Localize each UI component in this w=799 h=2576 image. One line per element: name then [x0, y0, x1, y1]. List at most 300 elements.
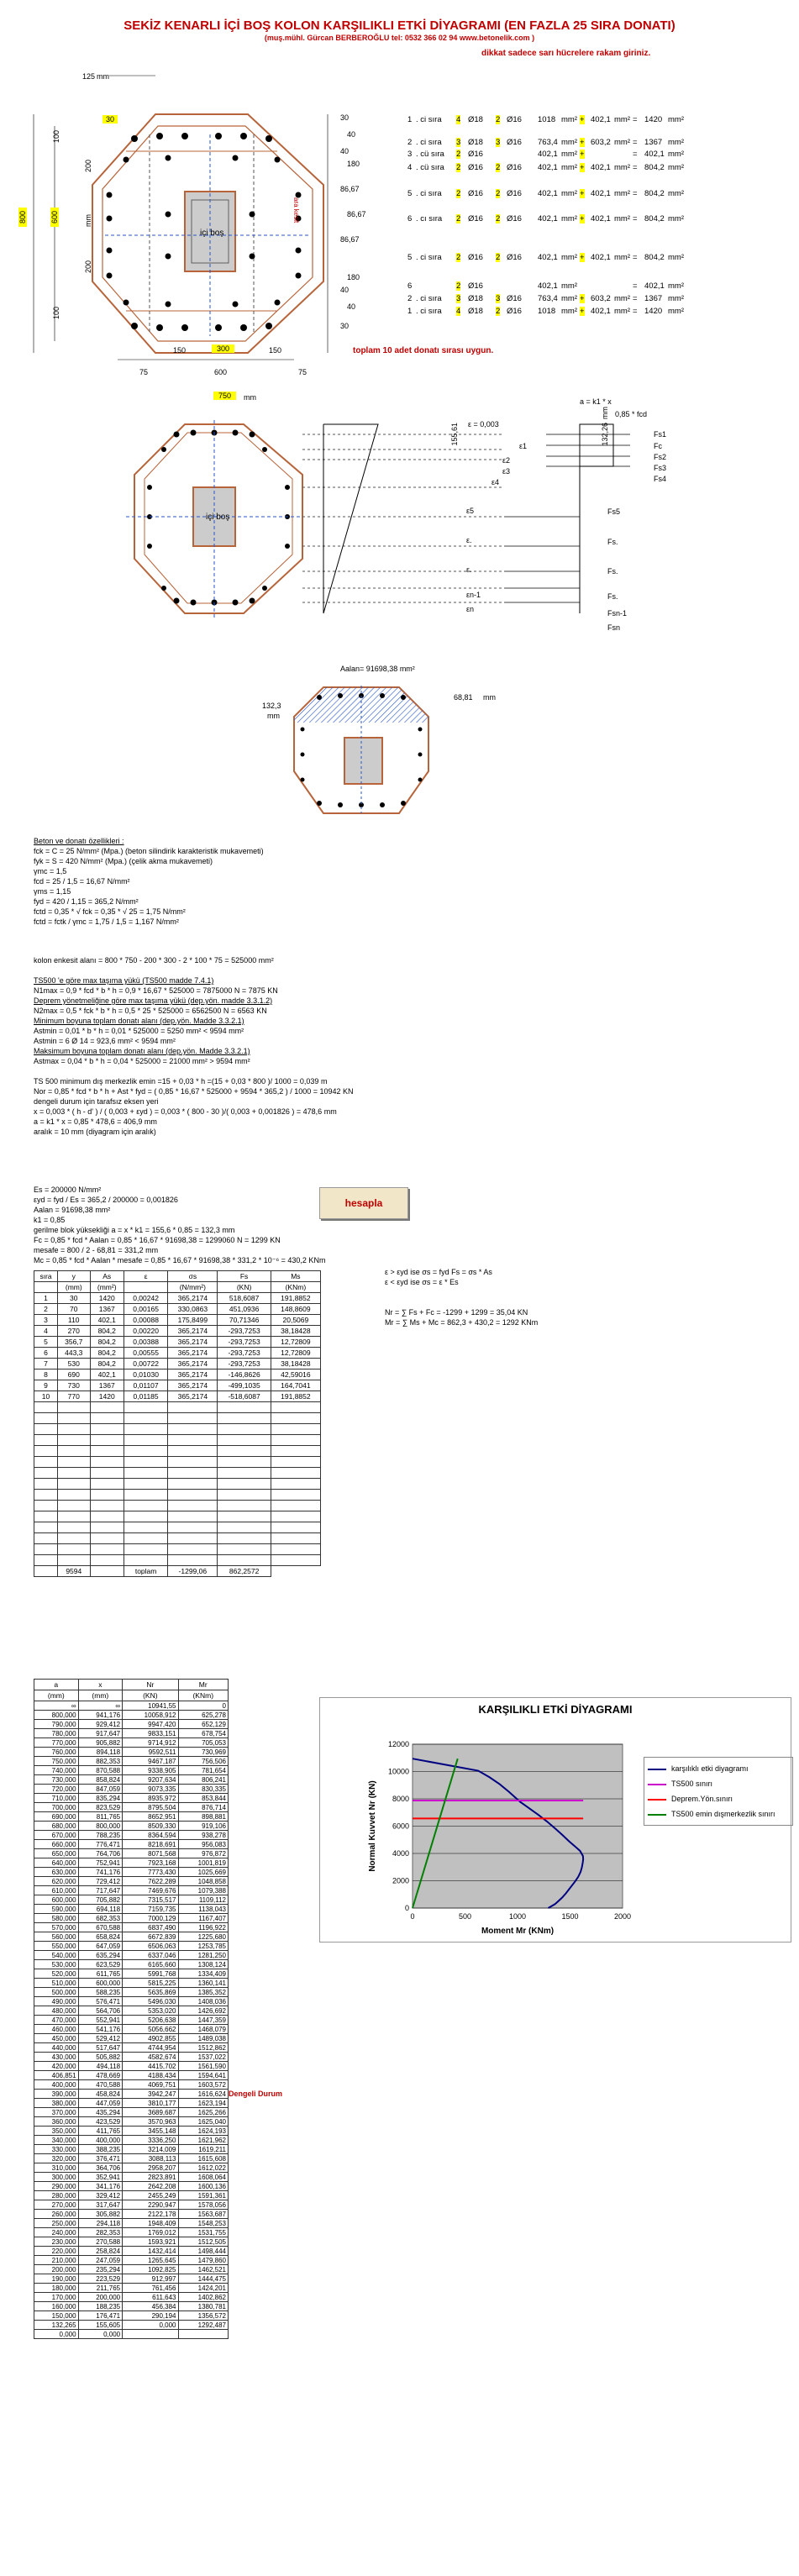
table-cell: 70 — [58, 1304, 90, 1315]
table-cell — [34, 1490, 58, 1501]
rebar-b: Ø16 — [468, 150, 483, 159]
table-cell: 5056,662 — [123, 2025, 178, 2034]
table-cell — [168, 1424, 218, 1435]
rebar-c[interactable]: 3 — [496, 294, 501, 303]
dim-150-right: 150 — [269, 346, 282, 355]
table-row — [34, 1380, 321, 1391]
table-cell: 0,000 — [123, 2321, 178, 2330]
table-cell — [58, 1402, 90, 1413]
table-row — [34, 2062, 229, 2071]
rebar-c[interactable]: 2 — [496, 253, 501, 262]
table-cell: 5496,030 — [123, 1997, 178, 2006]
y-axis-label: Normal Kuvvet Nr (KN) — [368, 1780, 377, 1872]
x-tick-label: 500 — [458, 1912, 472, 1921]
table-cell: 870,588 — [78, 1766, 123, 1775]
table-cell: 188,235 — [78, 2302, 123, 2311]
rebar-u2: mm² — [614, 115, 630, 124]
table-cell: 647,059 — [78, 1942, 123, 1951]
right-dim: 86,67 — [340, 185, 360, 193]
rebar-s: . ci sıra — [416, 115, 442, 124]
table-cell: 280,000 — [34, 2191, 79, 2200]
calc-line: a = k1 * x = 0,85 * 478,6 = 406,9 mm — [34, 1117, 157, 1126]
table-row — [34, 1803, 229, 1812]
rebar-c[interactable]: 2 — [496, 189, 501, 198]
table-cell — [34, 1282, 58, 1293]
table-cell — [168, 1522, 218, 1533]
rebar-n: 5 — [407, 189, 413, 198]
table-cell: 847,059 — [78, 1785, 123, 1794]
table-row-empty — [34, 1544, 321, 1555]
table-row-empty — [34, 1446, 321, 1457]
table-cell: 380,000 — [34, 2099, 79, 2108]
rebar-v1: 402,1 — [538, 189, 558, 198]
table-cell: 5353,020 — [123, 2006, 178, 2016]
table-cell: 1167,407 — [178, 1914, 229, 1923]
table-cell: 38,18428 — [271, 1359, 320, 1369]
table-cell — [58, 1457, 90, 1468]
table-cell: 1334,409 — [178, 1969, 229, 1979]
table-cell — [124, 1457, 167, 1468]
table-header — [34, 1271, 321, 1282]
rebar-a[interactable]: 2 — [456, 253, 461, 262]
calc-line: Astmax = 0,04 * b * h = 0,04 * 525000 = 21000 mm² > 9594 mm² — [34, 1057, 250, 1065]
y-tick-label: 0 — [404, 1904, 409, 1912]
table-cell: 806,241 — [178, 1775, 229, 1785]
table-cell: 764,706 — [78, 1849, 123, 1858]
table-cell — [124, 1468, 167, 1479]
table-cell: 3810,177 — [123, 2099, 178, 2108]
table-cell: sıra — [34, 1271, 58, 1282]
table-cell: 620,000 — [34, 1877, 79, 1886]
rebar-d: Ø16 — [507, 253, 522, 262]
rebar-v3: 1367 — [644, 294, 663, 303]
table-cell: 600,000 — [34, 1895, 79, 1905]
table-cell: 402,1 — [90, 1315, 124, 1326]
rebar-op: + — [580, 150, 585, 159]
rebar-n: 4 — [407, 163, 413, 172]
table-cell: 1625,266 — [178, 2108, 229, 2117]
table-cell — [218, 1544, 271, 1555]
table-cell — [90, 1544, 124, 1555]
table-cell: 4582,674 — [123, 2053, 178, 2062]
table-cell — [124, 1511, 167, 1522]
table-cell — [124, 1402, 167, 1413]
legend-item — [648, 1761, 789, 1776]
table-cell: 1537,022 — [178, 2053, 229, 2062]
table-cell: 300,000 — [34, 2173, 79, 2182]
eq-line: Nr = ∑ Fs + Fc = -1299 + 1299 = 35,04 KN — [385, 1308, 528, 1317]
table-row-empty — [34, 1555, 321, 1566]
rebar-s: . ci sıra — [416, 294, 442, 303]
table-cell: 460,000 — [34, 2025, 79, 2034]
table-cell — [90, 1533, 124, 1544]
rebar-a[interactable]: 4 — [456, 115, 461, 124]
table-cell — [34, 1424, 58, 1435]
table-cell: 210,000 — [34, 2256, 79, 2265]
table-row-empty — [34, 1511, 321, 1522]
table-cell: 761,456 — [123, 2284, 178, 2293]
table-cell — [218, 1446, 271, 1457]
table-cell: 3689,687 — [123, 2108, 178, 2117]
table-row-empty — [34, 1424, 321, 1435]
table-row — [34, 1766, 229, 1775]
y-tick-label: 8000 — [392, 1795, 409, 1803]
table-cell: 423,529 — [78, 2117, 123, 2127]
table-cell: 3088,113 — [123, 2154, 178, 2163]
rebar-u3: mm² — [668, 281, 684, 291]
table-cell: 776,471 — [78, 1840, 123, 1849]
rebar-v1: 402,1 — [538, 253, 558, 262]
table-cell — [90, 1402, 124, 1413]
table-cell: 560,000 — [34, 1932, 79, 1942]
dim-200-bottom: 200 — [84, 260, 92, 274]
table-cell: 1408,036 — [178, 1997, 229, 2006]
table-cell: 9073,335 — [123, 1785, 178, 1794]
rebar-b: Ø16 — [468, 253, 483, 262]
table-cell — [168, 1544, 218, 1555]
table-row — [34, 1969, 229, 1979]
table-cell: 858,824 — [78, 1775, 123, 1785]
legend-label: Deprem.Yön.sınırı — [671, 1795, 733, 1803]
table-cell — [168, 1435, 218, 1446]
rebar-c[interactable]: 2 — [496, 163, 501, 172]
table-row — [34, 2284, 229, 2293]
table-row — [34, 2293, 229, 2302]
table-cell — [34, 1533, 58, 1544]
dim-100-bottom: 100 — [52, 307, 60, 320]
table-cell: 3455,148 — [123, 2127, 178, 2136]
rebar-b: Ø16 — [468, 281, 483, 291]
table-cell — [34, 1522, 58, 1533]
table-row-empty — [34, 1479, 321, 1490]
table-cell: 1138,043 — [178, 1905, 229, 1914]
table-cell: 1001,819 — [178, 1858, 229, 1868]
rebar-a[interactable]: 2 — [456, 163, 461, 172]
table-row — [34, 2256, 229, 2265]
rebar-b: Ø16 — [468, 214, 483, 223]
table-cell: 750,000 — [34, 1757, 79, 1766]
table-cell: 2642,208 — [123, 2182, 178, 2191]
force-label: Fsn-1 — [607, 609, 628, 618]
table-cell: 804,2 — [90, 1326, 124, 1337]
table-cell: 490,000 — [34, 1997, 79, 2006]
table-cell: As — [90, 1271, 124, 1282]
table-cell — [34, 1555, 58, 1566]
table-cell: 976,872 — [178, 1849, 229, 1858]
table-cell: 258,824 — [78, 2247, 123, 2256]
table-cell — [271, 1402, 320, 1413]
table-cell: -146,8626 — [218, 1369, 271, 1380]
table-cell: 8935,972 — [123, 1794, 178, 1803]
table-cell: 1619,211 — [178, 2145, 229, 2154]
table-cell: σs — [168, 1271, 218, 1282]
table-cell: 3942,247 — [123, 2090, 178, 2099]
rebar-c[interactable]: 2 — [496, 214, 501, 223]
table-cell: 0,000 — [78, 2330, 123, 2339]
rebar-n: 6 — [407, 214, 413, 223]
table-cell: 670,000 — [34, 1831, 79, 1840]
table-row — [34, 1886, 229, 1895]
table-cell: 1 — [34, 1293, 58, 1304]
table-cell: y — [58, 1271, 90, 1282]
rebar-op: + — [580, 214, 585, 223]
rebar-a[interactable]: 2 — [456, 189, 461, 198]
force-label: Fs4 — [654, 475, 667, 483]
table-cell: 912,997 — [123, 2274, 178, 2284]
table-row — [34, 1304, 321, 1315]
table-cell: 191,8852 — [271, 1391, 320, 1402]
rebar-b: Ø16 — [468, 189, 483, 198]
table-cell — [34, 1511, 58, 1522]
table-cell: -293,7253 — [218, 1326, 271, 1337]
table-cell: 570,000 — [34, 1923, 79, 1932]
table-row — [34, 2191, 229, 2200]
table-cell — [58, 1544, 90, 1555]
rebar-a[interactable]: 2 — [456, 281, 461, 291]
hesapla-button[interactable]: hesapla — [319, 1187, 408, 1219]
table-cell — [90, 1468, 124, 1479]
rebar-eq: = — [633, 307, 638, 316]
table-row — [34, 1326, 321, 1337]
rebar-u3: mm² — [668, 138, 684, 147]
table-cell: 640,000 — [34, 1858, 79, 1868]
table-cell: 1623,194 — [178, 2099, 229, 2108]
table-row — [34, 1293, 321, 1304]
table-cell: 630,000 — [34, 1868, 79, 1877]
table-cell: 611,643 — [123, 2293, 178, 2302]
table-row — [34, 1738, 229, 1748]
table-cell: 155,605 — [78, 2321, 123, 2330]
dim-800-input[interactable]: 800 — [18, 208, 27, 227]
table-cell: 8218,691 — [123, 1840, 178, 1849]
rebar-a[interactable]: 4 — [456, 307, 461, 316]
table-cell: 741,176 — [78, 1868, 123, 1877]
dim-600-input[interactable]: 600 — [50, 208, 59, 227]
table-cell: 12,72809 — [271, 1337, 320, 1348]
force-label: Fs5 — [607, 507, 621, 516]
rebar-v1: 1018 — [538, 307, 556, 316]
strain-n-1: εn-1 — [466, 591, 481, 599]
table-cell — [168, 1511, 218, 1522]
table-cell: 905,882 — [78, 1738, 123, 1748]
table-cell: 443,3 — [58, 1348, 90, 1359]
table-cell: -293,7253 — [218, 1359, 271, 1369]
table-row — [34, 1858, 229, 1868]
table-cell — [168, 1468, 218, 1479]
rebar-a[interactable]: 2 — [456, 214, 461, 223]
rebar-eq: = — [633, 115, 638, 124]
table-cell: ∞ — [34, 1701, 79, 1711]
dim-300-input[interactable]: 300 — [212, 344, 234, 353]
table-row — [34, 2274, 229, 2284]
x-tick-label: 1500 — [561, 1912, 579, 1921]
table-cell: 682,353 — [78, 1914, 123, 1923]
table-cell: 8509,330 — [123, 1822, 178, 1831]
calc-line: TS500 'e göre max taşıma yükü (TS500 madde 7.4.1) — [34, 976, 214, 985]
table-cell: 1253,785 — [178, 1942, 229, 1951]
rebar-op: + — [580, 189, 585, 198]
table-cell: 600,000 — [78, 1979, 123, 1988]
table-cell: 370,000 — [34, 2108, 79, 2117]
table-cell: (KN) — [218, 1282, 271, 1293]
table-cell: 470,000 — [34, 2016, 79, 2025]
ara-kesit-label: ara kesit — [292, 197, 300, 223]
rebar-u1: mm² — [561, 253, 577, 262]
table-cell — [58, 1501, 90, 1511]
table-cell — [58, 1555, 90, 1566]
table-row — [34, 1794, 229, 1803]
rebar-eq: = — [633, 214, 638, 223]
table-cell: 658,824 — [78, 1932, 123, 1942]
table-cell: 0,00088 — [124, 1315, 167, 1326]
table-cell: 7000,129 — [123, 1914, 178, 1923]
table-cell — [34, 1544, 58, 1555]
table-cell: 1603,572 — [178, 2080, 229, 2090]
table-cell — [124, 1446, 167, 1457]
table-cell: (KNm) — [178, 1690, 229, 1701]
rebar-s: . ci sıra — [416, 307, 442, 316]
dim-125: 125 — [82, 72, 96, 81]
table-row — [34, 1877, 229, 1886]
table-cell — [58, 1533, 90, 1544]
rebar-s: . ci sıra — [416, 138, 442, 147]
table-cell: 305,882 — [78, 2210, 123, 2219]
table-cell: 3336,250 — [123, 2136, 178, 2145]
table-cell: 804,2 — [90, 1337, 124, 1348]
table-cell: 1608,064 — [178, 2173, 229, 2182]
rebar-d: Ø16 — [507, 214, 522, 223]
rebar-c[interactable]: 2 — [496, 115, 501, 124]
table-row — [34, 2080, 229, 2090]
table-cell — [124, 1522, 167, 1533]
table-cell: 317,647 — [78, 2200, 123, 2210]
table-cell: (mm) — [78, 1690, 123, 1701]
rebar-s: . cü sıra — [416, 150, 444, 159]
table-cell: 1385,352 — [178, 1988, 229, 1997]
table-cell: 494,118 — [78, 2062, 123, 2071]
dim-30-input[interactable]: 30 — [103, 115, 118, 124]
right-dim: 30 — [340, 322, 350, 330]
table-cell: 0,01185 — [124, 1391, 167, 1402]
table-cell: 20,5069 — [271, 1315, 320, 1326]
rebar-eq: = — [633, 294, 638, 303]
table-cell: 1367 — [90, 1380, 124, 1391]
calc-line: Mc = 0,85 * fcd * Aalan * mesafe = 0,85 * 16,67 * 91698,38 * 331,2 * 10⁻⁶ = 430,2 KNm — [34, 1256, 326, 1264]
rebar-eq: = — [633, 150, 638, 159]
table-cell: 1498,444 — [178, 2247, 229, 2256]
table-cell: 660,000 — [34, 1840, 79, 1849]
table-cell: 176,471 — [78, 2311, 123, 2321]
table-cell: 5991,768 — [123, 1969, 178, 1979]
dim-150-left: 150 — [173, 346, 187, 355]
table-cell: 1624,193 — [178, 2127, 229, 2136]
table-cell: 400,000 — [78, 2136, 123, 2145]
table-cell: 5 — [34, 1337, 58, 1348]
rebar-a[interactable]: 3 — [456, 138, 461, 147]
table-row-empty — [34, 1468, 321, 1479]
table-cell: 365,2174 — [168, 1348, 218, 1359]
calc-line: x = 0,003 * ( h - d' ) / ( 0,003 + εyd ) = 0,003 * ( 800 - 30 )/( 0,003 + 0,001826 ) = 478,6 mm — [34, 1107, 337, 1116]
dim-750-input[interactable]: 750 — [213, 392, 236, 400]
table-cell: 1025,669 — [178, 1868, 229, 1877]
x-tick-label: 1000 — [508, 1912, 527, 1921]
table-cell: 330,0863 — [168, 1304, 218, 1315]
rebar-u1: mm² — [561, 115, 577, 124]
table-cell: 876,714 — [178, 1803, 229, 1812]
table-cell: 270 — [58, 1326, 90, 1337]
table-cell — [124, 1282, 167, 1293]
rebar-u3: mm² — [668, 150, 684, 159]
table-cell — [271, 1479, 320, 1490]
table-cell — [168, 1457, 218, 1468]
table-row — [34, 2071, 229, 2080]
table-cell — [124, 1435, 167, 1446]
table-cell: 1594,641 — [178, 2071, 229, 2080]
table-row — [34, 2006, 229, 2016]
table-cell: 694,118 — [78, 1905, 123, 1914]
table-cell: 7622,289 — [123, 1877, 178, 1886]
table-cell: 625,278 — [178, 1711, 229, 1720]
rebar-c[interactable]: 3 — [496, 138, 501, 147]
table-cell: 282,353 — [78, 2228, 123, 2237]
table-cell — [271, 1490, 320, 1501]
table-cell: 1360,141 — [178, 1979, 229, 1988]
table-cell: 447,059 — [78, 2099, 123, 2108]
calc-line: Maksimum boyuna toplam donatı alanı (dep.yön. Madde 3.3.2.1) — [34, 1047, 250, 1055]
table-row — [34, 2302, 229, 2311]
x-value: 155,61 — [450, 423, 459, 446]
dim-75-right: 75 — [298, 368, 308, 376]
table-cell: 730,000 — [34, 1775, 79, 1785]
rebar-u2: mm² — [614, 294, 630, 303]
table-row — [34, 2330, 229, 2339]
a-unit: mm — [601, 407, 609, 419]
table-cell: 823,529 — [78, 1803, 123, 1812]
table-cell: 70,71346 — [218, 1315, 271, 1326]
table-cell: 917,647 — [78, 1729, 123, 1738]
dim-200-top: 200 — [84, 160, 92, 173]
table-cell: 110 — [58, 1315, 90, 1326]
right-dim: 86,67 — [347, 210, 366, 218]
table-cell: 729,412 — [78, 1877, 123, 1886]
rebar-v2: 603,2 — [591, 138, 611, 147]
strain-5: ε5 — [466, 507, 475, 515]
legend-swatch — [648, 1784, 666, 1785]
rebar-u1: mm² — [561, 150, 577, 159]
table-cell: 1548,253 — [178, 2219, 229, 2228]
eq-line — [385, 1287, 788, 1297]
table-cell: 8 — [34, 1369, 58, 1380]
table-cell: 576,471 — [78, 1997, 123, 2006]
table-cell: 564,706 — [78, 2006, 123, 2016]
table-cell — [124, 1424, 167, 1435]
table-cell — [218, 1490, 271, 1501]
rebar-n: 2 — [407, 294, 413, 303]
rebar-d: Ø16 — [507, 138, 522, 147]
table-row-empty — [34, 1457, 321, 1468]
rebar-c[interactable]: 2 — [496, 307, 501, 316]
material-line: fctd = fctk / γmc = 1,75 / 1,5 = 1,167 N/mm² — [34, 917, 179, 926]
table-cell: 1432,414 — [123, 2247, 178, 2256]
rebar-v2: 402,1 — [591, 163, 611, 172]
table-cell: 760,000 — [34, 1748, 79, 1757]
rebar-a[interactable]: 2 — [456, 150, 461, 159]
rebar-a[interactable]: 3 — [456, 294, 461, 303]
table-cell: 4188,434 — [123, 2071, 178, 2080]
table-row — [34, 2099, 229, 2108]
table-cell: 1380,781 — [178, 2302, 229, 2311]
rebar-s: . cü sıra — [416, 163, 444, 172]
